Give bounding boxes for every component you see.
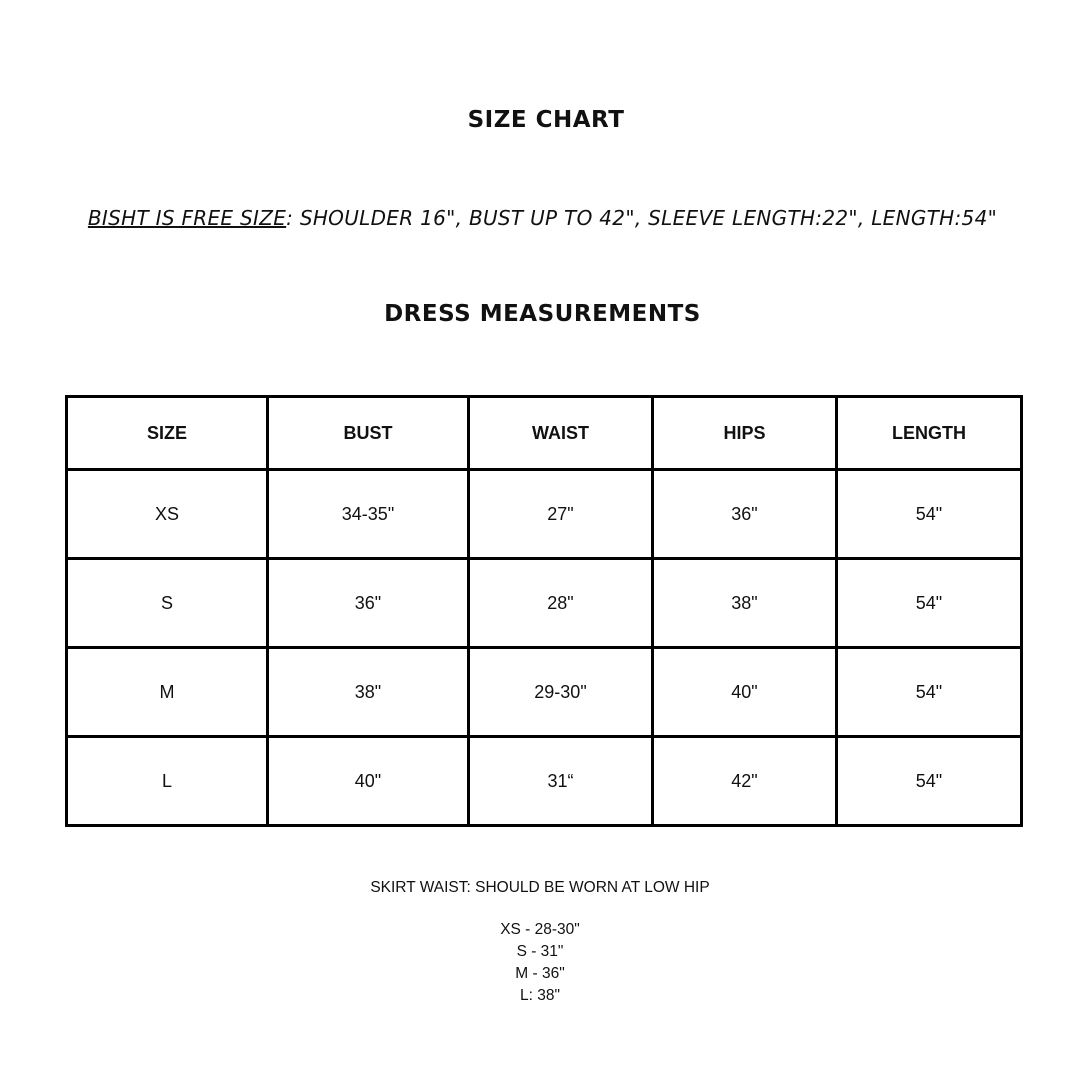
header-length: LENGTH xyxy=(837,397,1022,470)
header-waist: WAIST xyxy=(469,397,653,470)
skirt-waist-notes xyxy=(0,879,1080,1007)
cell-bust: 36" xyxy=(268,559,469,648)
skirt-size-line: XS - 28-30" xyxy=(500,921,580,938)
table-row xyxy=(67,559,1022,648)
table-row xyxy=(67,648,1022,737)
skirt-size-line: L: 38" xyxy=(520,987,560,1004)
cell-length: 54" xyxy=(837,648,1022,737)
bisht-label: BISHT IS FREE SIZE xyxy=(87,206,287,230)
dress-measurements-title: DRESS MEASUREMENTS xyxy=(384,301,701,327)
cell-hips: 36" xyxy=(653,470,837,559)
skirt-waist-title: SKIRT WAIST: SHOULD BE WORN AT LOW HIP xyxy=(370,879,710,896)
cell-hips: 40" xyxy=(653,648,837,737)
cell-size: L xyxy=(67,737,268,826)
bisht-details: : SHOULDER 16", BUST UP TO 42", SLEEVE LENGTH:22", LENGTH:54" xyxy=(286,206,998,230)
cell-hips: 42" xyxy=(653,737,837,826)
cell-bust: 38" xyxy=(268,648,469,737)
cell-hips: 38" xyxy=(653,559,837,648)
cell-bust: 40" xyxy=(268,737,469,826)
size-table xyxy=(65,395,1023,827)
skirt-size-line: M - 36" xyxy=(515,965,565,982)
cell-size: XS xyxy=(67,470,268,559)
cell-waist: 28" xyxy=(469,559,653,648)
cell-size: S xyxy=(67,559,268,648)
page-title: SIZE CHART xyxy=(467,107,625,133)
cell-bust: 34-35" xyxy=(268,470,469,559)
cell-waist: 31“ xyxy=(469,737,653,826)
table-row xyxy=(67,737,1022,826)
header-size: SIZE xyxy=(67,397,268,470)
cell-waist: 29-30" xyxy=(469,648,653,737)
cell-waist: 27" xyxy=(469,470,653,559)
header-hips: HIPS xyxy=(653,397,837,470)
skirt-size-line: S - 31" xyxy=(516,943,564,960)
cell-size: M xyxy=(67,648,268,737)
bisht-size-note xyxy=(0,206,1080,230)
header-bust: BUST xyxy=(268,397,469,470)
cell-length: 54" xyxy=(837,470,1022,559)
cell-length: 54" xyxy=(837,737,1022,826)
table-header-row xyxy=(67,397,1022,470)
table-row xyxy=(67,470,1022,559)
cell-length: 54" xyxy=(837,559,1022,648)
